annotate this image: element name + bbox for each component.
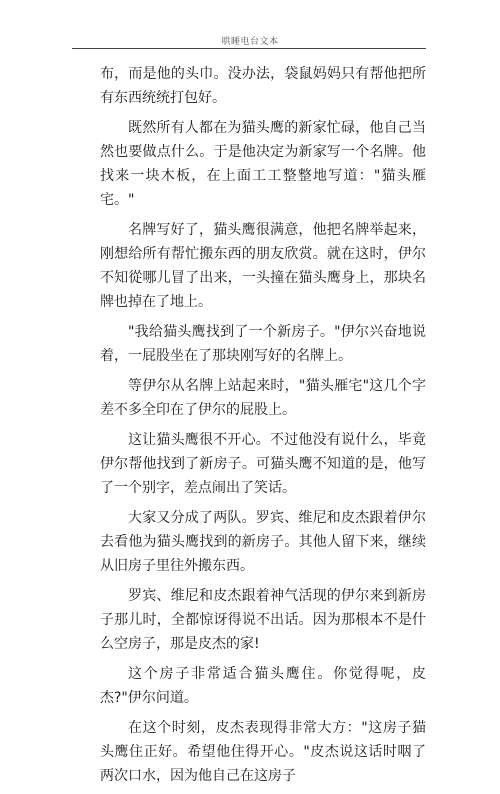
paragraph: 这个房子非常适合猫头鹰住。你觉得呢，皮杰?"伊尔问道。 xyxy=(100,666,426,706)
paragraph: 名牌写好了，猫头鹰很满意，他把名牌举起来，刚想给所有帮忙搬东西的朋友欣赏。就在这时，伊尔不知從哪儿冒了出来，一头撞在猫头鹰身上，那块名牌也掉在了地上。 xyxy=(100,222,426,310)
paragraph: 既然所有人都在为猫头鹰的新家忙碌，他自己当然也要做点什么。于是他决定为新家写一个名牌。他找来一块木板，在上面工工整整地写道："猫头雁宅。" xyxy=(100,120,426,208)
paragraph: 这让猫头鹰很不开心。不过他没有说什么，毕竟伊尔帮他找到了新房子。可猫头鹰不知道的是，他写了一个别字，差点闹出了笑话。 xyxy=(100,432,426,496)
running-header: 哄睡电台文本 xyxy=(221,37,279,47)
paragraph: 在这个时刻，皮杰表现得非常大方："这房子猫头鹰住正好。希望他住得开心。"皮杰说这话时咽了两次口水，因为他自己在这房子 xyxy=(100,720,426,784)
paragraph: "我给猫头鹰找到了一个新房子。"伊尔兴奋地说着，一屁股坐在了那块刚写好的名牌上。 xyxy=(100,324,426,364)
paragraph: 大家又分成了两队。罗宾、维尼和皮杰跟着伊尔去看他为猫头鹰找到的新房子。其他人留下来，继续从旧房子里往外搬东西。 xyxy=(100,510,426,574)
header-rule xyxy=(72,48,426,49)
paragraph: 等伊尔从名牌上站起来时，"猫头雁宅"这几个字差不多全印在了伊尔的屁股上。 xyxy=(100,378,426,418)
paragraph: 罗宾、维尼和皮杰跟着神气活现的伊尔来到新房子那儿时，全都惊讶得说不出话。因为那根本不是什么空房子，那是皮杰的家! xyxy=(100,588,426,652)
paragraph: 布，而是他的头巾。没办法，袋鼠妈妈只有帮他把所有东西统统打包好。 xyxy=(100,66,426,106)
body-text xyxy=(100,62,426,794)
